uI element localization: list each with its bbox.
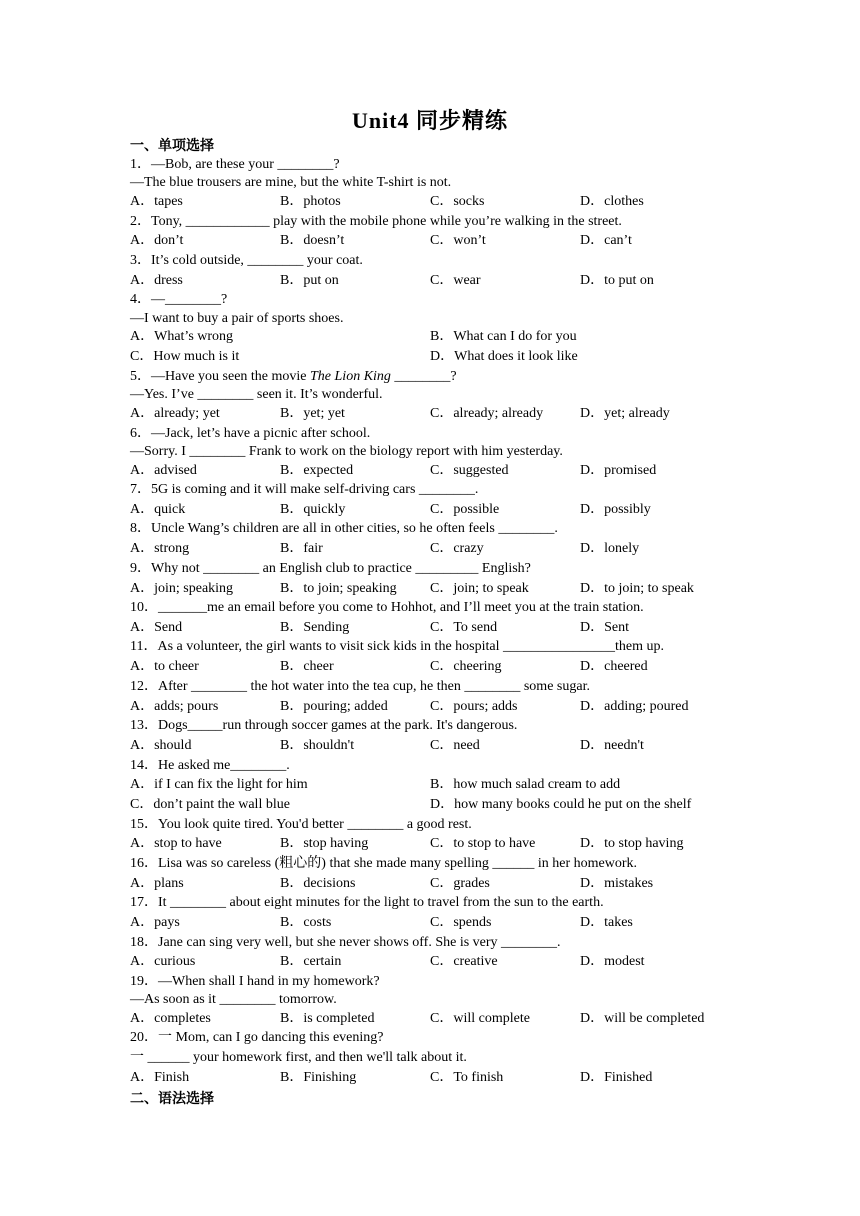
question-2-option-a: A．don’t [130, 233, 184, 248]
question-7-option-d: D．possibly [580, 502, 651, 517]
question-7-option-b: B．quickly [280, 502, 346, 517]
question-20-option-a: A．Finish [130, 1070, 190, 1085]
document-title: Unit4 同步精练 [351, 108, 509, 133]
question-2-option-c: C．won’t [430, 233, 486, 248]
question-3-option-d: D．to put on [580, 273, 654, 288]
question-1-option-b: B．photos [280, 194, 341, 209]
question-16-option-a: A．plans [130, 876, 184, 891]
question-7-option-a: A．quick [130, 502, 186, 517]
question-16-stem: 16．Lisa was so careless (粗心的) that she made many spelling ______ in her homework. [130, 856, 638, 871]
question-17-option-d: D．takes [580, 915, 633, 930]
question-13-option-b: B．shouldn't [280, 738, 355, 753]
question-9-option-c: C．join; to speak [430, 581, 529, 596]
question-15-option-c: C．to stop to have [430, 836, 536, 851]
question-6-option-c: C．suggested [430, 463, 509, 478]
question-11-option-c: C．cheering [430, 659, 502, 674]
question-4-extra: —I want to buy a pair of sports shoes. [130, 311, 344, 326]
question-12-option-c: C．pours; adds [430, 699, 518, 714]
question-5-option-a: A．already; yet [130, 406, 220, 421]
question-6-extra: —Sorry. I ________ Frank to work on the biology report with him yesterday. [130, 444, 563, 459]
question-15-stem: 15．You look quite tired. You'd better ________ a good rest. [130, 817, 472, 832]
question-11-stem: 11．As a volunteer, the girl wants to visit sick kids in the hospital ________________them up. [130, 639, 664, 654]
question-10-option-c: C．To send [430, 620, 498, 635]
question-2-option-d: D．can’t [580, 233, 632, 248]
question-14-option-c: C．don’t paint the wall blue [130, 797, 290, 812]
question-13-option-c: C．need [430, 738, 480, 753]
question-12-option-b: B．pouring; added [280, 699, 388, 714]
question-13-option-a: A．should [130, 738, 192, 753]
question-10-stem: 10．_______me an email before you come to Hohhot, and I’ll meet you at the train station. [130, 600, 644, 615]
question-6-stem: 6．—Jack, let’s have a picnic after school. [130, 426, 371, 441]
question-20-option-b: B．Finishing [280, 1070, 357, 1085]
question-13-option-d: D．needn't [580, 738, 644, 753]
question-5-option-d: D．yet; already [580, 406, 670, 421]
question-7-stem: 7．5G is coming and it will make self-driving cars ________. [130, 482, 479, 497]
question-4-option-d: D．What does it look like [430, 349, 578, 364]
question-14-option-b: B．how much salad cream to add [430, 777, 621, 792]
question-1-option-c: C．socks [430, 194, 485, 209]
question-11-option-a: A．to cheer [130, 659, 199, 674]
question-10-option-b: B．Sending [280, 620, 350, 635]
question-2-option-b: B．doesn’t [280, 233, 345, 248]
question-17-option-b: B．costs [280, 915, 332, 930]
question-19-option-d: D．will be completed [580, 1011, 705, 1026]
question-11-option-b: B．cheer [280, 659, 334, 674]
question-19-option-a: A．completes [130, 1011, 211, 1026]
question-14-option-d: D．how many books could he put on the shelf [430, 797, 692, 812]
question-17-stem: 17．It ________ about eight minutes for the light to travel from the sun to the earth. [130, 895, 604, 910]
question-14-stem: 14．He asked me________. [130, 758, 290, 773]
question-15-option-a: A．stop to have [130, 836, 222, 851]
question-8-option-c: C．crazy [430, 541, 484, 556]
question-1-option-d: D．clothes [580, 194, 644, 209]
question-15-option-d: D．to stop having [580, 836, 684, 851]
question-15-option-b: B．stop having [280, 836, 369, 851]
question-9-option-d: D．to join; to speak [580, 581, 694, 596]
question-8-option-b: B．fair [280, 541, 323, 556]
question-10-option-d: D．Sent [580, 620, 629, 635]
question-5-stem-end: ________? [390, 369, 457, 384]
question-12-stem: 12．After ________ the hot water into the tea cup, he then ________ some sugar. [130, 679, 590, 694]
question-9-stem: 9．Why not ________ an English club to practice _________ English? [130, 561, 531, 576]
question-18-option-c: C．creative [430, 954, 498, 969]
question-12-option-a: A．adds; pours [130, 699, 219, 714]
question-1-extra: —The blue trousers are mine, but the white T-shirt is not. [130, 175, 452, 190]
question-8-stem: 8．Uncle Wang’s children are all in other cities, so he often feels ________. [130, 521, 558, 536]
question-5-movie-title: The Lion King [310, 369, 391, 384]
section-heading-single-choice: 一、单项选择 [130, 138, 214, 154]
question-5-stem-start: 5．—Have you seen the movie [130, 369, 311, 384]
question-6-option-a: A．advised [130, 463, 197, 478]
question-1-option-a: A．tapes [130, 194, 183, 209]
question-20-extra: 一 ______ your homework first, and then we'll talk about it. [130, 1050, 467, 1065]
question-3-option-c: C．wear [430, 273, 481, 288]
question-3-stem: 3．It’s cold outside, ________ your coat. [130, 253, 363, 268]
question-2-stem: 2．Tony, ____________ play with the mobile phone while you’re walking in the street. [130, 214, 622, 229]
section-heading-grammar-choice: 二、语法选择 [130, 1091, 214, 1107]
question-9-option-a: A．join; speaking [130, 581, 234, 596]
question-11-option-d: D．cheered [580, 659, 648, 674]
question-20-option-d: D．Finished [580, 1070, 653, 1085]
question-18-option-d: D．modest [580, 954, 645, 969]
question-20-stem: 20．一 Mom, can I go dancing this evening? [130, 1030, 384, 1045]
question-17-option-c: C．spends [430, 915, 492, 930]
question-18-stem: 18．Jane can sing very well, but she never shows off. She is very ________. [130, 935, 561, 950]
question-6-option-d: D．promised [580, 463, 657, 478]
question-1-stem: 1．—Bob, are these your ________? [130, 157, 340, 172]
question-16-option-b: B．decisions [280, 876, 356, 891]
question-18-option-b: B．certain [280, 954, 342, 969]
question-19-extra: —As soon as it ________ tomorrow. [130, 992, 337, 1007]
question-3-option-b: B．put on [280, 273, 339, 288]
question-17-option-a: A．pays [130, 915, 180, 930]
question-12-option-d: D．adding; poured [580, 699, 689, 714]
question-5-extra: —Yes. I’ve ________ seen it. It’s wonderful. [130, 387, 383, 402]
question-4-option-c: C．How much is it [130, 349, 240, 364]
question-4-option-a: A．What’s wrong [130, 329, 234, 344]
question-4-option-b: B．What can I do for you [430, 329, 577, 344]
question-16-option-d: D．mistakes [580, 876, 654, 891]
question-13-stem: 13．Dogs_____run through soccer games at the park. It's dangerous. [130, 718, 518, 733]
question-5-stem [130, 368, 457, 386]
question-5-option-c: C．already; already [430, 406, 544, 421]
question-18-option-a: A．curious [130, 954, 196, 969]
question-20-option-c: C．To finish [430, 1070, 504, 1085]
question-9-option-b: B．to join; speaking [280, 581, 397, 596]
question-7-option-c: C．possible [430, 502, 500, 517]
question-16-option-c: C．grades [430, 876, 490, 891]
question-8-option-a: A．strong [130, 541, 190, 556]
question-10-option-a: A．Send [130, 620, 183, 635]
question-5-option-b: B．yet; yet [280, 406, 345, 421]
question-19-stem: 19．—When shall I hand in my homework? [130, 974, 380, 989]
question-3-option-a: A．dress [130, 273, 183, 288]
question-19-option-b: B．is completed [280, 1011, 375, 1026]
question-14-option-a: A．if I can fix the light for him [130, 777, 308, 792]
question-8-option-d: D．lonely [580, 541, 640, 556]
question-6-option-b: B．expected [280, 463, 354, 478]
question-19-option-c: C．will complete [430, 1011, 530, 1026]
question-4-stem: 4．—________? [130, 292, 228, 307]
